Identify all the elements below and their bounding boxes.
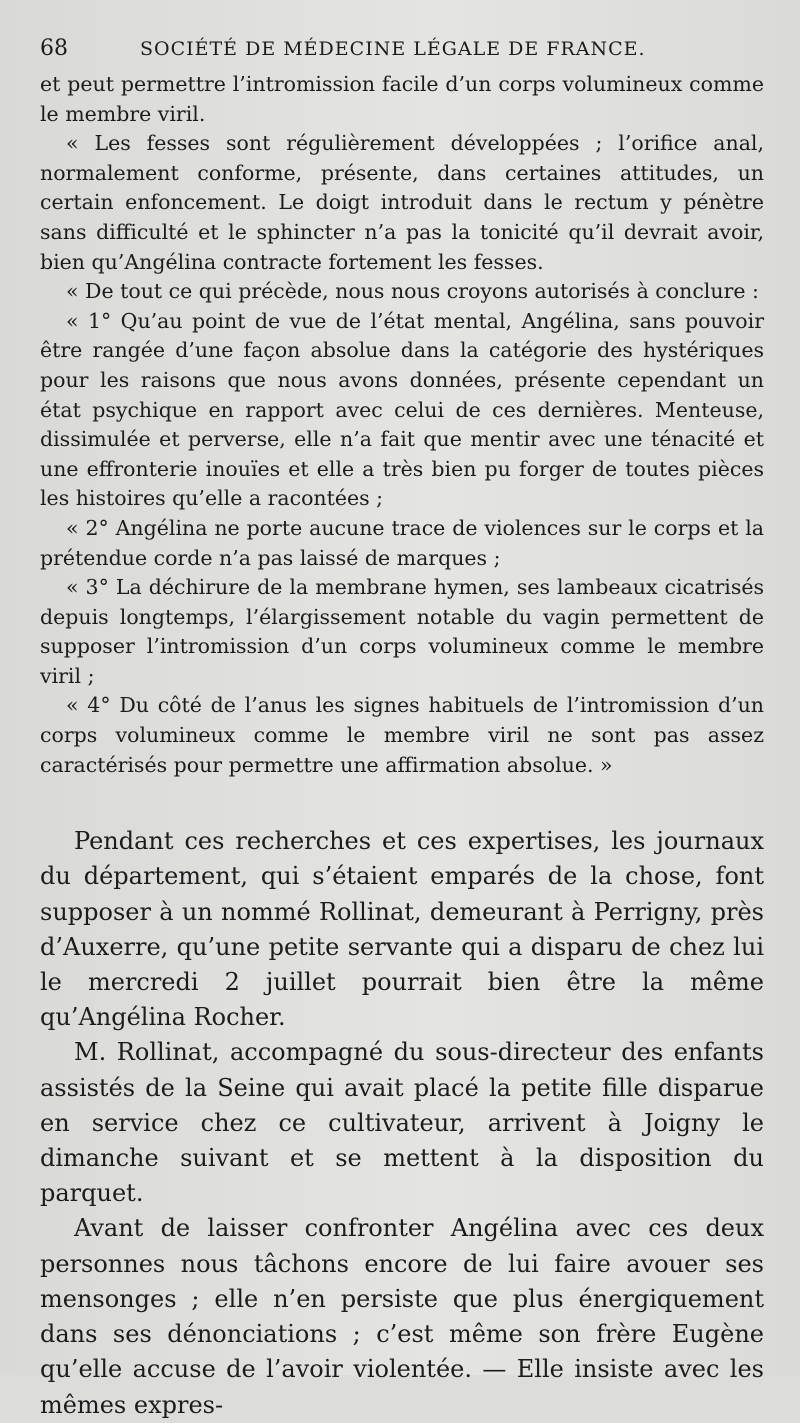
quote-paragraph: « 1° Qu’au point de vue de l’état mental, Angélina, sans pouvoir être rangée d’une façon absolue dans la catégorie des hystériques pour les raisons que nous avons données, présente cependant un état psychique en rapport avec celui de ces dernières. Menteuse, dissimulée et perverse, elle n’a fait que mentir avec une ténacité et une effronterie inouïes et elle a très bien pu forger de toutes pièces les histoires qu’elle a racontées ;	[40, 308, 764, 511]
body-paragraph: Avant de laisser confronter Angélina avec ces deux personnes nous tâchons encore de lui faire avouer ses mensonges ; elle n’en persiste que plus énergiquement dans ses dénonciations ; c’est même son frère Eugène qu’elle accuse de l’avoir violentée. — Elle insiste avec les mêmes expres-	[40, 1214, 764, 1419]
quote-paragraph: « 4° Du côté de l’anus les signes habituels de l’intromission d’un corps volumineux comme le membre viril ne sont pas assez caractérisés pour permettre une affirmation absolue. »	[40, 693, 764, 777]
quote-paragraph: « De tout ce qui précède, nous nous croyons autorisés à conclure :	[66, 279, 759, 304]
quote-paragraph: « Les fesses sont régulièrement développées ; l’orifice anal, normalement conforme, présente, dans certaines attitudes, un certain enfoncement. Le doigt introduit dans le rectum y pénètre sans difficulté et le sphincter n’a pas la tonicité qu’il devrait avoir, bien qu’Angélina contracte fortement les fesses.	[40, 131, 764, 274]
body-paragraph: M. Rollinat, accompagné du sous-directeur des enfants assistés de la Seine qui avait placé la petite fille disparue en service chez ce cultivateur, arrivent à Joigny le dimanche suivant et se mettent à la disposition du parquet.	[40, 1038, 764, 1208]
quote-paragraph: « 2° Angélina ne porte aucune trace de violences sur le corps et la prétendue corde n’a pas laissé de marques ;	[40, 515, 764, 570]
page-header	[40, 36, 764, 70]
body-paragraph: Pendant ces recherches et ces expertises, les journaux du département, qui s’étaient emparés de la chose, font supposer à un nommé Rollinat, demeurant à Perrigny, près d’Auxerre, qu’une petite servante qui a disparu de chez lui le mercredi 2 juillet pourrait bien être la même qu’Angélina Rocher.	[40, 827, 764, 1032]
quote-paragraph: « 3° La déchirure de la membrane hymen, ses lambeaux cicatrisés depuis longtemps, l’élargissement notable du vagin permettent de supposer l’intromission d’un corps volumineux comme le membre viril ;	[40, 575, 764, 688]
page-number: 68	[40, 36, 68, 61]
main-text	[40, 824, 764, 1422]
quoted-report	[40, 70, 764, 780]
quote-paragraph: et peut permettre l’intromission facile d’un corps volumineux comme le membre viril.	[40, 72, 764, 126]
running-head: SOCIÉTÉ DE MÉDECINE LÉGALE DE FRANCE.	[140, 38, 646, 60]
